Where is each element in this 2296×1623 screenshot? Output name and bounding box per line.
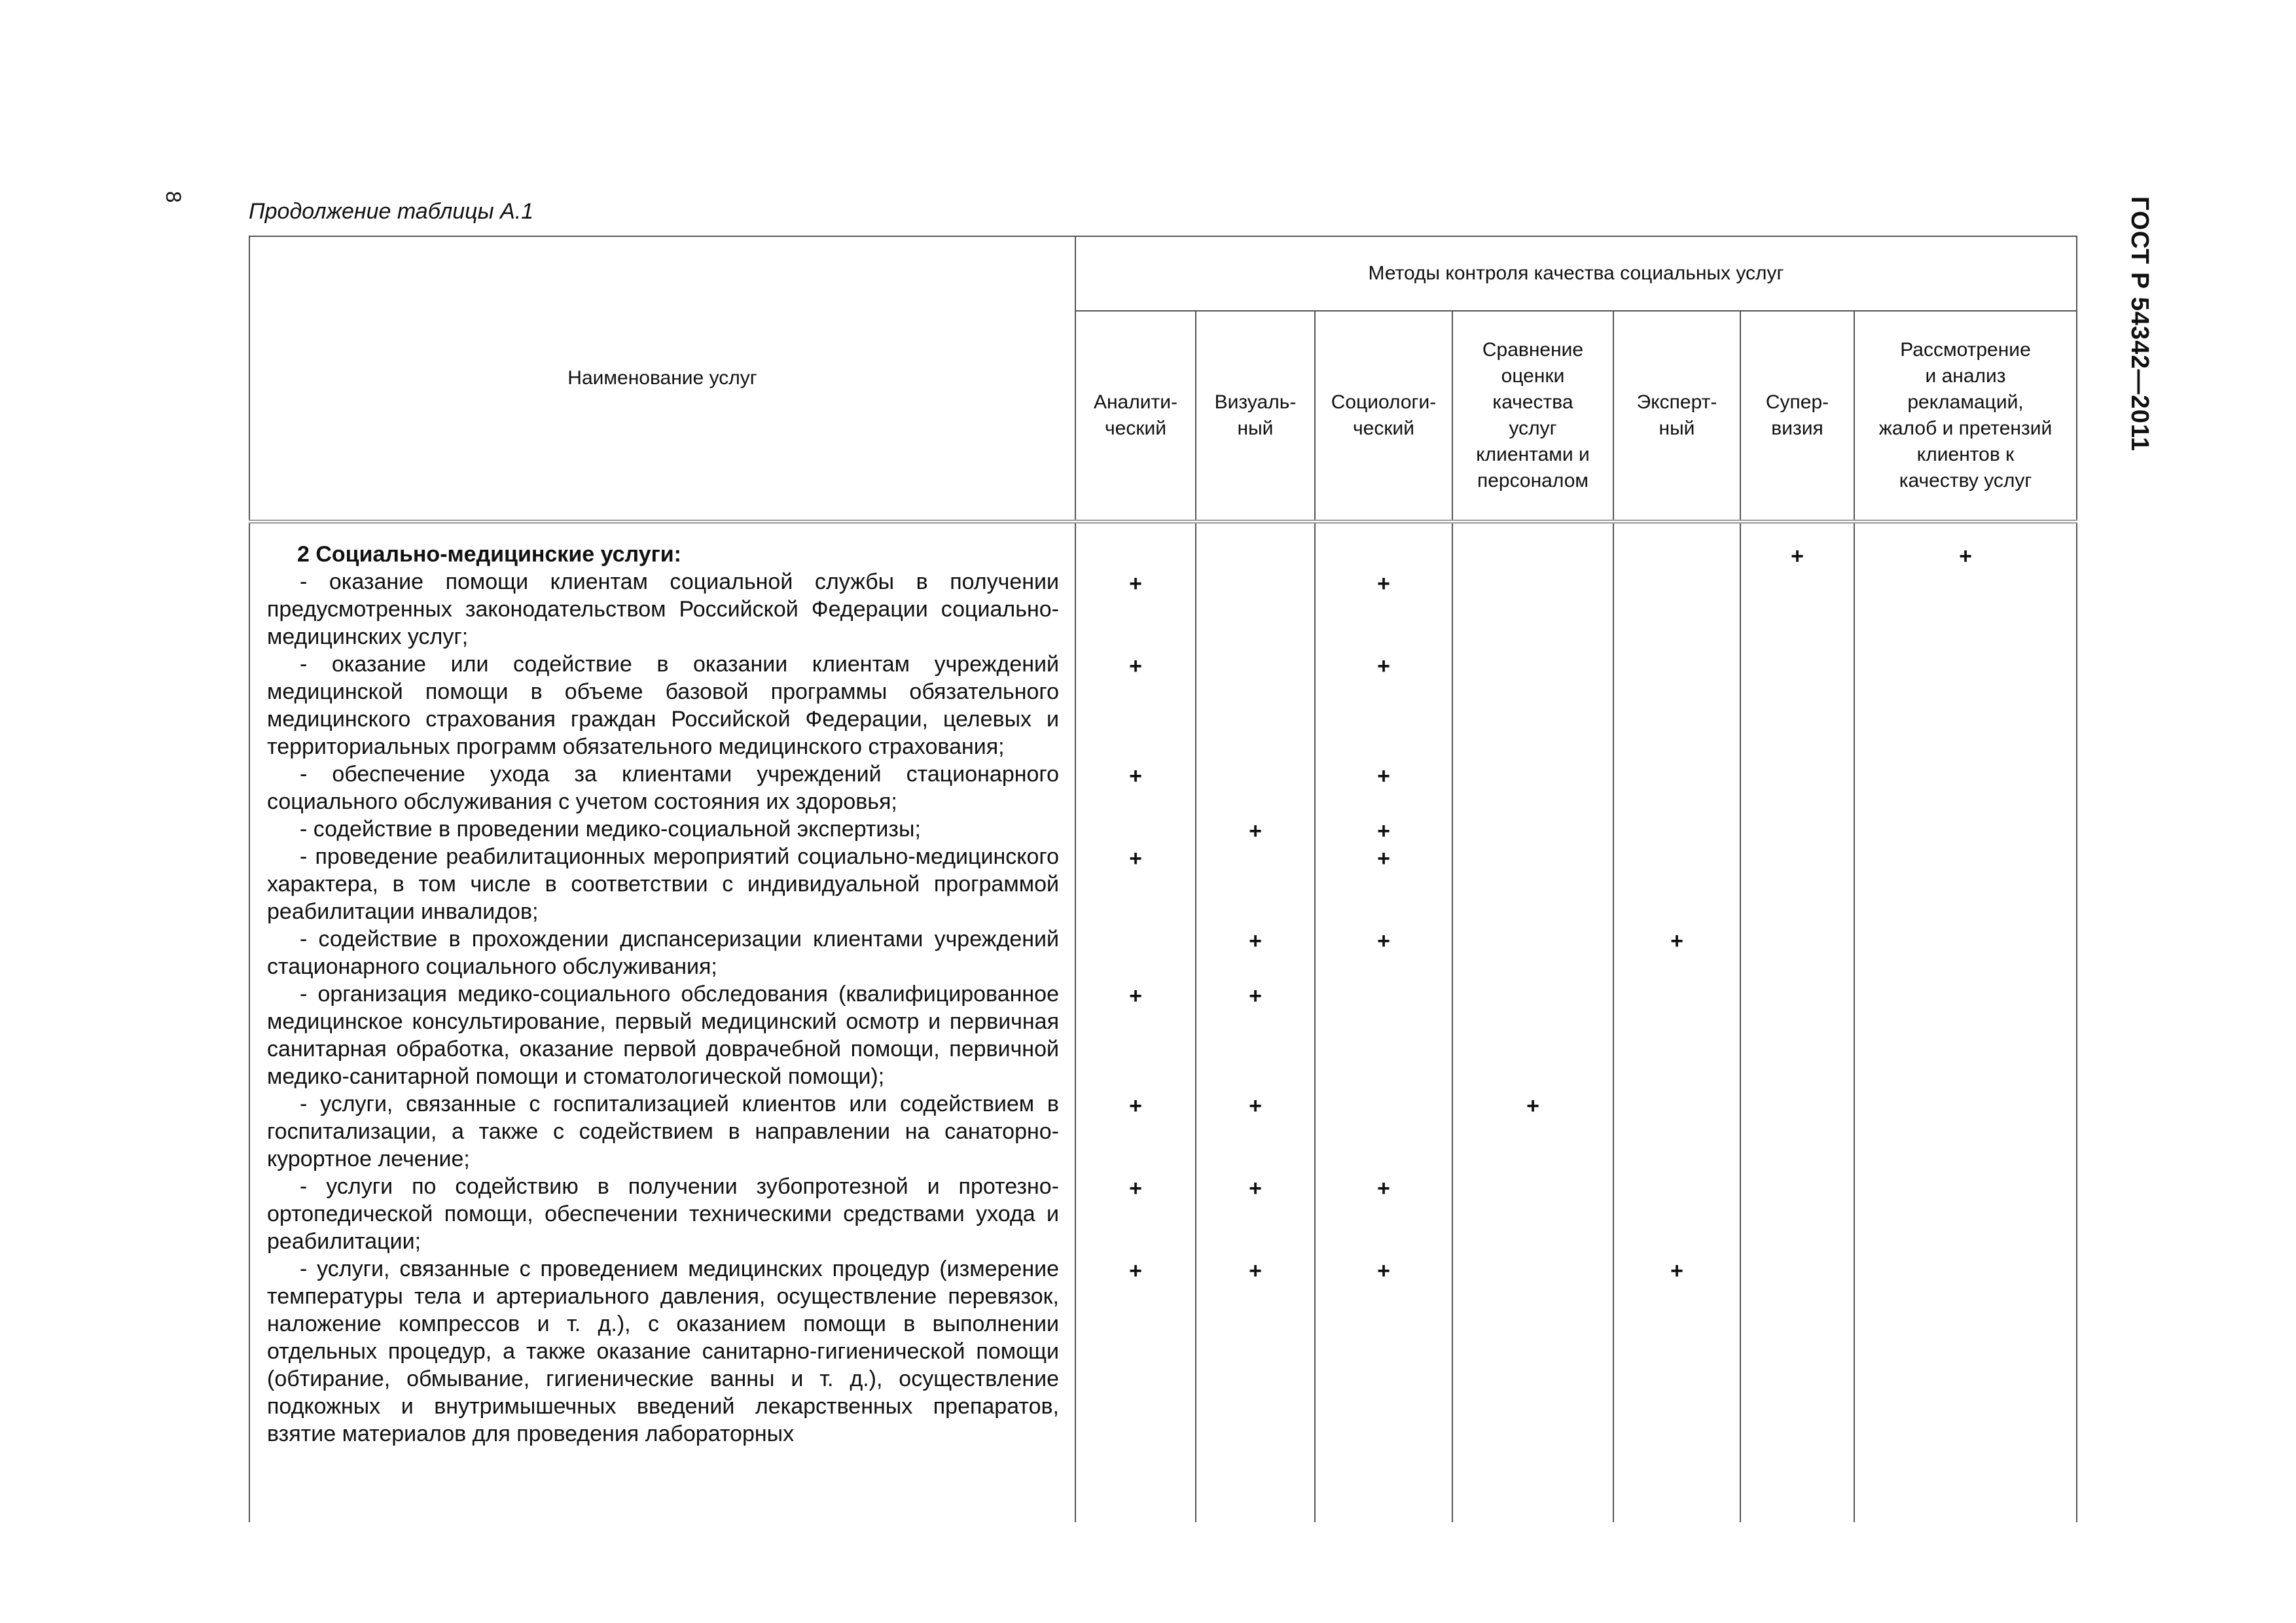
method-mark: + xyxy=(1377,571,1390,596)
method-mark: + xyxy=(1129,1258,1142,1283)
method-mark: + xyxy=(1129,984,1142,1008)
method-column xyxy=(1196,522,1315,1522)
method-mark: + xyxy=(1791,544,1804,569)
method-column xyxy=(1075,522,1196,1522)
methods-group-header: Методы контроля качества социальных услуг xyxy=(1075,236,2077,311)
method-mark: + xyxy=(1249,984,1262,1008)
method-mark: + xyxy=(1377,1258,1390,1283)
table-caption: Продолжение таблицы А.1 xyxy=(249,199,534,224)
name-header: Наименование услуг xyxy=(249,236,1075,522)
service-item: - оказание или содействие в оказании клиентам учреждений медицинской помощи в объеме базовой программы обязательного медицинского страхования граждан Российской Федерации, целевых и территориальных программ обязательного медицинского страхования; xyxy=(267,652,1059,759)
service-item: - услуги, связанные с госпитализацией клиентов или содействием в госпитализации, а также с содействием в направлении на санаторно-курортное лечение; xyxy=(267,1092,1059,1171)
services-table xyxy=(249,236,2077,1522)
method-header: Социологи- ческий xyxy=(1315,311,1452,522)
method-column xyxy=(1315,522,1452,1522)
page-number: 8 xyxy=(162,191,185,203)
method-header: Супер- визия xyxy=(1740,311,1854,522)
method-mark: + xyxy=(1129,1176,1142,1201)
method-mark: + xyxy=(1129,571,1142,596)
method-mark: + xyxy=(1377,1176,1390,1201)
method-mark: + xyxy=(1377,764,1390,789)
method-mark: + xyxy=(1249,819,1262,844)
document-code: ГОСТ Р 54342—2011 xyxy=(2126,196,2153,452)
service-item: - услуги, связанные с проведением медицинских процедур (измерение температуры тела и артериального давления, осуществление перевязок, наложение компрессов и т. д.), с оказанием помощи в выполнении отдельных процедур, а также оказание санитарно-гигиенической помощи (обтирание, обмывание, гигиенические ванны и т. д.), осуществление подкожных и внутримышечных введений лекарственных препаратов, взятие материалов для проведения лабораторных xyxy=(267,1257,1059,1446)
service-item: - оказание помощи клиентам социальной службы в получении предусмотренных законодательством Российской Федерации социально-медицинских услуг; xyxy=(267,569,1059,649)
method-column xyxy=(1740,522,1854,1522)
method-mark: + xyxy=(1377,929,1390,954)
method-header: Сравнение оценки качества услуг клиентами и персоналом xyxy=(1452,311,1613,522)
method-mark: + xyxy=(1249,1258,1262,1283)
method-mark: + xyxy=(1129,1094,1142,1118)
method-header: Визуаль- ный xyxy=(1196,311,1315,522)
service-item: - организация медико-социального обследования (квалифицированное медицинское консультирование, первый медицинский осмотр и первичная санитарная обработка, оказание первой доврачебной помощи, первичной медико-санитарной помощи и стоматологической помощи); xyxy=(267,982,1059,1089)
method-header: Аналити- ческий xyxy=(1075,311,1196,522)
method-mark: + xyxy=(1129,654,1142,679)
method-mark: + xyxy=(1249,1094,1262,1118)
method-mark: + xyxy=(1129,846,1142,871)
method-mark: + xyxy=(1377,654,1390,679)
method-header: Эксперт- ный xyxy=(1613,311,1740,522)
method-mark: + xyxy=(1129,764,1142,789)
service-item: - содействие в проведении медико-социальной экспертизы; xyxy=(300,817,921,842)
service-item: - содействие в прохождении диспансеризации клиентами учреждений стационарного социального обслуживания; xyxy=(267,927,1059,979)
method-mark: + xyxy=(1377,819,1390,844)
method-mark: + xyxy=(1959,544,1972,569)
method-column xyxy=(1452,522,1613,1522)
method-column xyxy=(1854,522,2077,1522)
method-mark: + xyxy=(1670,1258,1683,1283)
method-mark: + xyxy=(1377,846,1390,871)
method-mark: + xyxy=(1249,929,1262,954)
method-mark: + xyxy=(1670,929,1683,954)
method-mark: + xyxy=(1249,1176,1262,1201)
service-item: - проведение реабилитационных мероприятий социально-медицинского характера, в том числе в соответствии с индивидуальной программой реабилитации инвалидов; xyxy=(267,844,1059,924)
services-name-cell xyxy=(249,522,1075,1522)
method-mark: + xyxy=(1526,1094,1539,1118)
method-column xyxy=(1613,522,1740,1522)
section-title: 2 Социально-медицинские услуги: xyxy=(297,542,681,567)
service-item: - обеспечение ухода за клиентами учреждений стационарного социального обслуживания с учетом состояния их здоровья; xyxy=(267,762,1059,814)
service-item: - услуги по содействию в получении зубопротезной и протезно-ортопедической помощи, обеспечении техническими средствами ухода и реабилитации; xyxy=(267,1174,1059,1254)
method-header: Рассмотрение и анализ рекламаций, жалоб и претензий клиентов к качеству услуг xyxy=(1854,311,2077,522)
